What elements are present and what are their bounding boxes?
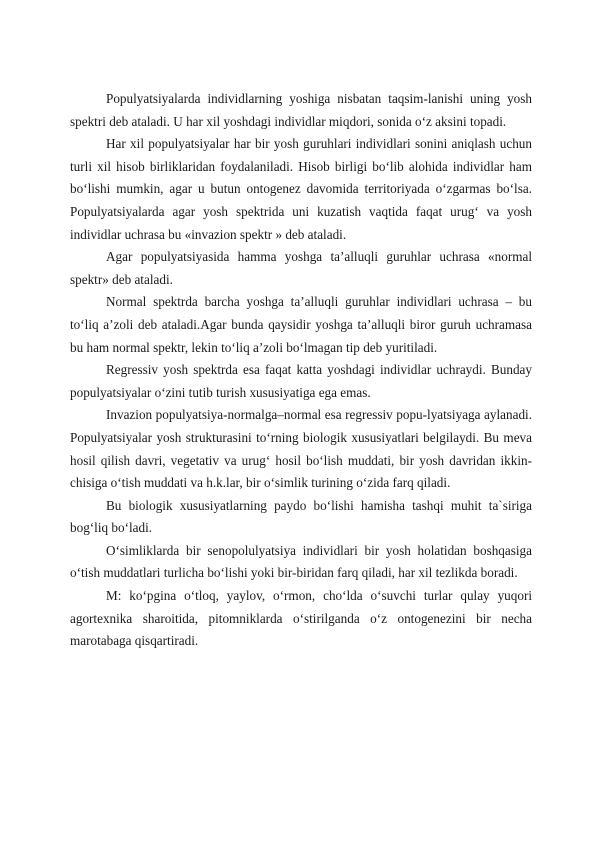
paragraph-invazion-populyatsiya: Invazion populyatsiya-normalga–normal esa regressiv popu-lyatsiyaga aylanadi. Populyatsiyalar yosh strukturasini to‘rning biologik xususiyatlari belgilaydi. Bu meva hosil qilish davri, vegetativ va urug‘ hosil bo‘lish muddati, bir yosh davridan ikkin-chisiga o‘tish muddati va h.k.lar, bir o‘simlik turining o‘zida farq qiladi.: [70, 407, 532, 491]
paragraph-ontogenez-qisqartirish: M: ko‘pgina o‘tloq, yaylov, o‘rmon, cho‘lda o‘suvchi turlar qulay yuqori agortexnika sharoitida, pitomniklarda o‘stirilganda o‘z ontogenezini bir necha marotabaga qisqartiradi.: [70, 588, 532, 649]
document-page: [70, 88, 532, 653]
paragraph-biologik-xususiyatlar: Bu biologik xususiyatlarning paydo bo‘lishi hamisha tashqi muhit ta`siriga bog‘liq bo‘ladi.: [70, 497, 532, 536]
paragraph-yosh-spektri: Populyatsiyalarda individlarning yoshiga nisbatan taqsim-lanishi uning yosh spektri deb ataladi. U har xil yoshdagi individlar miqdori, sonida o‘z aksini topadi.: [70, 91, 532, 129]
paragraph-toliq-azoli: Normal spektrda barcha yoshga ta’alluqli guruhlar individlari uchrasa – bu to‘liq a’zoli deb ataladi.Agar bunda qaysidir yoshga ta’alluqli biror guruh uchramasa bu ham normal spektr, lekin to‘liq a’zoli bo‘lmagan tip deb yuritiladi.: [70, 294, 532, 355]
paragraph-senopopulyatsiya: O‘simliklarda bir senopolulyatsiya individlari bir yosh holatidan boshqasiga o‘tish muddatlari turlicha bo‘lishi yoki bir-biridan farq qiladi, har xil tezlikda boradi.: [70, 542, 532, 581]
paragraph-normal-spektr: Agar populyatsiyasida hamma yoshga ta’alluqli guruhlar uchrasa «normal spektr» deb ataladi.: [70, 249, 532, 287]
paragraph-hisob-birliklari: Har xil populyatsiyalar har bir yosh guruhlari individlari sonini aniqlash uchun turli xil hisob birliklaridan foydalaniladi. Hisob birligi bo‘lib alohida individlar ham bo‘lishi mumkin, agar u butun ontogenez davomida territoriyada o‘zgarmas bo‘lsa. Populyatsiyalarda agar yosh spektrida uni kuzatish vaqtida faqat urug‘ va yosh individlar uchrasa bu «invazion spektr » deb ataladi.: [70, 136, 532, 242]
paragraph-regressiv-spektr: Regressiv yosh spektrda esa faqat katta yoshdagi individlar uchraydi. Bunday populyatsiyalar o‘zini tutib turish xususiyatiga ega emas.: [70, 362, 532, 400]
